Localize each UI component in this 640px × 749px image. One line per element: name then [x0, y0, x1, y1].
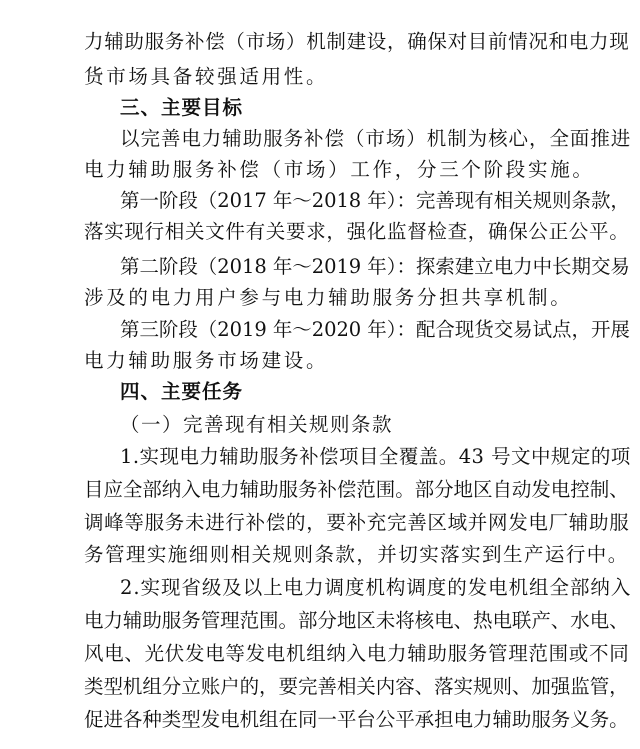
paragraph-line: 调峰等服务未进行补偿的，要补充完善区域并网发电厂辅助服 [84, 511, 630, 534]
paragraph-line: 务管理实施细则相关规则条款，并切实落实到生产运行中。 [84, 543, 629, 566]
paragraph-line: 电力辅助服务市场建设。 [84, 349, 329, 372]
paragraph-line: 力辅助服务补偿（市场）机制建设，确保对目前情况和电力现 [84, 30, 630, 53]
section-heading-goals: 三、主要目标 [120, 96, 244, 119]
paragraph-line: 第三阶段（2019 年～2020 年）：配合现货交易试点，开展 [120, 318, 630, 341]
paragraph-line: 风电、光伏发电等发电机组纳入电力辅助服务管理范围或不同 [84, 642, 630, 665]
paragraph-line: 落实现行相关文件有关要求，强化监督检查，确保公正公平。 [84, 220, 630, 243]
paragraph-line: 电力辅助服务补偿（市场）工作，分三个阶段实施。 [84, 158, 595, 181]
paragraph-line: 2.实现省级及以上电力调度机构调度的发电机组全部纳入 [120, 576, 632, 599]
paragraph-line: 以完善电力辅助服务补偿（市场）机制为核心，全面推进 [120, 127, 632, 150]
paragraph-line: 1.实现电力辅助服务补偿项目全覆盖。43 号文中规定的项 [120, 445, 631, 468]
paragraph-line: 目应全部纳入电力辅助服务补偿范围。部分地区自动发电控制、 [84, 478, 629, 501]
paragraph-line: 电力辅助服务管理范围。部分地区未将核电、热电联产、水电、 [84, 609, 629, 632]
paragraph-line: 货市场具备较强适用性。 [84, 65, 329, 88]
paragraph-line: 促进各种类型发电机组在同一平台公平承担电力辅助服务义务。 [84, 708, 629, 731]
paragraph-line: 第一阶段（2017 年～2018 年）：完善现有相关规则条款， [120, 189, 630, 212]
section-heading-tasks: 四、主要任务 [120, 380, 244, 403]
paragraph-line: 第二阶段（2018 年～2019 年）：探索建立电力中长期交易 [120, 255, 630, 278]
subsection-heading: （一）完善现有相关规则条款 [120, 413, 394, 436]
paragraph-line: 涉及的电力用户参与电力辅助服务分担共享机制。 [84, 286, 573, 309]
paragraph-line: 类型机组分立账户的，要完善相关内容、落实规则、加强监管， [84, 675, 629, 698]
